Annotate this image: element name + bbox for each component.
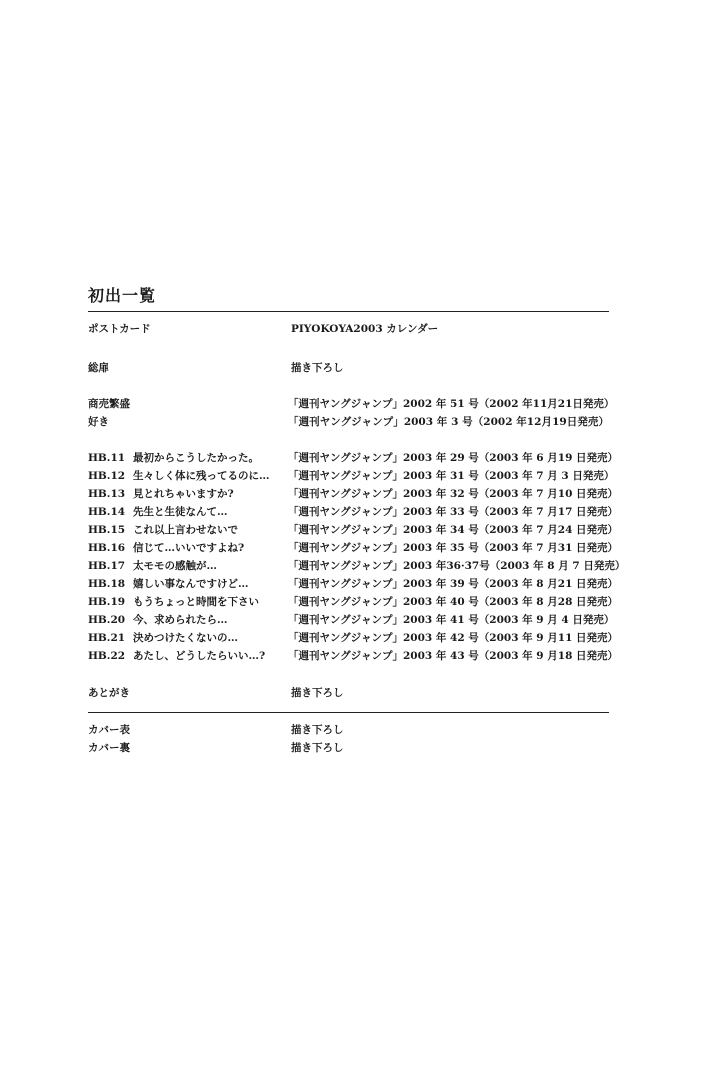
item-label: カバー裏: [88, 742, 130, 754]
chapter-heading: [88, 522, 238, 538]
page-title: 初出一覧: [88, 286, 157, 305]
chapter-row: [88, 558, 626, 574]
chapter-heading: [88, 540, 244, 556]
chapter-code: HB.20: [88, 614, 126, 626]
chapter-heading: [88, 486, 234, 502]
chapter-row: [88, 540, 619, 556]
item-label: ポストカード: [88, 323, 151, 335]
chapter-row: [88, 450, 619, 466]
chapter-row: [88, 612, 615, 628]
chapter-code: HB.19: [88, 596, 126, 608]
chapter-title: 先生と生徒なんて…: [133, 506, 228, 518]
chapter-source: 「週刊ヤングジャンプ」2003 年 31 号（2003 年 7 月 3 日発売）: [288, 470, 615, 482]
chapter-row: [88, 468, 615, 484]
chapter-heading: [88, 558, 217, 574]
chapter-source: 「週刊ヤングジャンプ」2003 年 33 号（2003 年 7 月17 日発売）: [288, 506, 619, 518]
chapter-title: これ以上言わせないで: [133, 524, 238, 536]
chapter-code: HB.11: [88, 452, 126, 464]
chapter-source: 「週刊ヤングジャンプ」2003 年 41 号（2003 年 9 月 4 日発売）: [288, 614, 615, 626]
chapter-heading: [88, 630, 238, 646]
item-source: 「週刊ヤングジャンプ」2002 年 51 号（2002 年11月21日発売）: [288, 398, 615, 410]
chapter-title: 嬉しい事なんですけど…: [133, 578, 249, 590]
chapter-code: HB.21: [88, 632, 126, 644]
chapter-source: 「週刊ヤングジャンプ」2003 年 29 号（2003 年 6 月19 日発売）: [288, 452, 619, 464]
chapter-source: 「週刊ヤングジャンプ」2003 年 34 号（2003 年 7 月24 日発売）: [288, 524, 619, 536]
item-label: あとがき: [88, 687, 130, 699]
chapter-title: 見とれちゃいますか?: [133, 488, 234, 500]
chapter-heading: [88, 648, 265, 664]
chapter-code: HB.12: [88, 470, 126, 482]
item-label: 商売繁盛: [88, 398, 130, 410]
chapter-title: 決めつけたくないの…: [133, 632, 238, 644]
chapter-source: 「週刊ヤングジャンプ」2003 年 40 号（2003 年 8 月28 日発売）: [288, 596, 619, 608]
chapter-code: HB.22: [88, 650, 126, 662]
list-item: [88, 740, 609, 756]
chapter-code: HB.14: [88, 506, 126, 518]
bottom-divider: [88, 712, 609, 713]
item-label: 好き: [88, 416, 109, 428]
chapter-source: 「週刊ヤングジャンプ」2003 年 39 号（2003 年 8 月21 日発売）: [288, 578, 619, 590]
chapter-source: 「週刊ヤングジャンプ」2003 年36·37号（2003 年 8 月 7 日発売）: [288, 560, 626, 572]
chapter-title: 太モモの感触が…: [133, 560, 217, 572]
list-item: [88, 414, 609, 430]
chapter-source: 「週刊ヤングジャンプ」2003 年 43 号（2003 年 9 月18 日発売）: [288, 650, 619, 662]
chapter-row: [88, 486, 619, 502]
chapter-heading: [88, 468, 270, 484]
chapter-row: [88, 630, 619, 646]
chapter-code: HB.17: [88, 560, 126, 572]
chapter-title: 生々しく体に残ってるのに…: [133, 470, 270, 482]
chapter-heading: [88, 594, 259, 610]
list-item: [88, 685, 609, 701]
item-source: 描き下ろし: [291, 362, 344, 374]
chapter-code: HB.16: [88, 542, 126, 554]
chapter-title: 最初からこうしたかった。: [133, 452, 259, 464]
chapter-title: 信じて…いいですよね?: [133, 542, 245, 554]
item-source: 描き下ろし: [291, 724, 344, 736]
chapter-code: HB.13: [88, 488, 126, 500]
list-item: [88, 321, 609, 337]
chapter-title: 今、求められたら…: [133, 614, 228, 626]
item-label: カバー表: [88, 724, 130, 736]
chapter-source: 「週刊ヤングジャンプ」2003 年 35 号（2003 年 7 月31 日発売）: [288, 542, 619, 554]
chapter-heading: [88, 504, 228, 520]
chapter-title: あたし、どうしたらいい…?: [133, 650, 266, 662]
list-item: [88, 360, 609, 376]
chapter-title: もうちょっと時間を下さい: [133, 596, 259, 608]
item-source: 「週刊ヤングジャンプ」2003 年 3 号（2002 年12月19日発売）: [288, 416, 609, 428]
chapter-row: [88, 522, 619, 538]
top-divider: [88, 311, 609, 312]
chapter-row: [88, 648, 619, 664]
item-source: 描き下ろし: [291, 687, 344, 699]
chapter-source: 「週刊ヤングジャンプ」2003 年 32 号（2003 年 7 月10 日発売）: [288, 488, 619, 500]
chapter-heading: [88, 576, 249, 592]
chapter-row: [88, 576, 619, 592]
chapter-row: [88, 504, 619, 520]
chapter-heading: [88, 612, 228, 628]
list-item: [88, 722, 609, 738]
chapter-source: 「週刊ヤングジャンプ」2003 年 42 号（2003 年 9 月11 日発売）: [288, 632, 619, 644]
item-source: 描き下ろし: [291, 742, 344, 754]
chapter-code: HB.15: [88, 524, 126, 536]
chapter-code: HB.18: [88, 578, 126, 590]
chapter-row: [88, 594, 619, 610]
chapter-heading: [88, 450, 259, 466]
item-label: 総扉: [88, 362, 109, 374]
list-item: [88, 396, 615, 412]
item-source: PIYOKOYA2003 カレンダー: [291, 323, 439, 335]
